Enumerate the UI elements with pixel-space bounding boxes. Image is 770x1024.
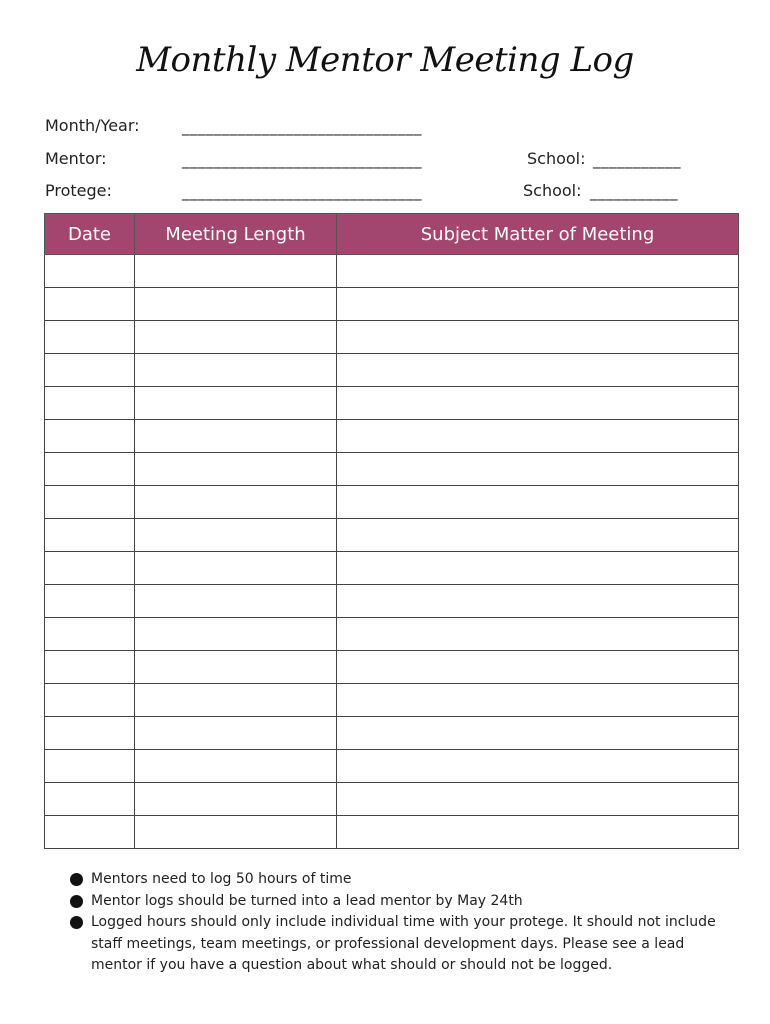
subject-matter-cell[interactable] [337,585,739,618]
subject-matter-cell[interactable] [337,486,739,519]
mentor-blank[interactable]: ______________________________ [182,151,422,169]
bullet-icon [70,873,83,886]
subject-matter-cell[interactable] [337,684,739,717]
subject-matter-cell[interactable] [337,552,739,585]
meeting-length-cell[interactable] [135,618,337,651]
table-row [45,387,739,420]
meeting-length-cell[interactable] [135,816,337,849]
protege-blank[interactable]: ______________________________ [182,183,422,201]
date-cell[interactable] [45,255,135,288]
note-text: Mentor logs should be turned into a lead mentor by May 24th [91,892,523,909]
date-column-header: Date [45,214,135,255]
date-cell[interactable] [45,420,135,453]
subject-matter-cell[interactable] [337,519,739,552]
subject-matter-column-header: Subject Matter of Meeting [337,214,739,255]
date-cell[interactable] [45,585,135,618]
date-cell[interactable] [45,717,135,750]
subject-matter-cell[interactable] [337,618,739,651]
table-row [45,321,739,354]
mentor-school-label: School: [527,149,586,168]
subject-matter-cell[interactable] [337,750,739,783]
meeting-length-cell[interactable] [135,486,337,519]
date-cell[interactable] [45,651,135,684]
subject-matter-cell[interactable] [337,453,739,486]
table-row [45,552,739,585]
date-cell[interactable] [45,387,135,420]
meeting-length-cell[interactable] [135,288,337,321]
date-cell[interactable] [45,321,135,354]
table-row [45,519,739,552]
table-row [45,420,739,453]
date-cell[interactable] [45,552,135,585]
date-cell[interactable] [45,750,135,783]
table-row [45,255,739,288]
table-row [45,750,739,783]
month-year-blank[interactable]: ______________________________ [182,118,422,136]
subject-matter-cell[interactable] [337,354,739,387]
meeting-length-column-header: Meeting Length [135,214,337,255]
subject-matter-cell[interactable] [337,717,739,750]
note-item [70,869,730,891]
subject-matter-cell[interactable] [337,651,739,684]
bullet-icon [70,895,83,908]
meeting-length-cell[interactable] [135,255,337,288]
date-cell[interactable] [45,453,135,486]
month-year-label: Month/Year: [45,116,140,135]
meeting-length-cell[interactable] [135,783,337,816]
page-title: Monthly Mentor Meeting Log [136,40,634,80]
table-row [45,618,739,651]
table-row [45,651,739,684]
subject-matter-cell[interactable] [337,321,739,354]
date-cell[interactable] [45,288,135,321]
meeting-length-cell[interactable] [135,387,337,420]
notes-list [70,869,730,977]
meeting-length-cell[interactable] [135,750,337,783]
date-cell[interactable] [45,486,135,519]
date-cell[interactable] [45,684,135,717]
meeting-length-cell[interactable] [135,684,337,717]
meeting-length-cell[interactable] [135,519,337,552]
table-header-row [45,214,739,255]
table-row [45,585,739,618]
protege-label: Protege: [45,181,112,200]
subject-matter-cell[interactable] [337,816,739,849]
note-text: Mentors need to log 50 hours of time [91,871,352,887]
meeting-length-cell[interactable] [135,651,337,684]
table-row [45,288,739,321]
date-cell[interactable] [45,519,135,552]
bullet-icon [70,916,83,929]
table-body [45,255,739,849]
note-item [70,912,730,977]
date-cell[interactable] [45,618,135,651]
table-row [45,717,739,750]
date-cell[interactable] [45,816,135,849]
subject-matter-cell[interactable] [337,783,739,816]
table-row [45,354,739,387]
note-item [70,891,730,913]
meeting-length-cell[interactable] [135,717,337,750]
meeting-length-cell[interactable] [135,453,337,486]
note-text: Logged hours should only include individual time with your protege. It should not include staff meetings, team meetings, or professional development days. Please see a lead mentor if you have a question about what should or should not be logged. [91,914,716,973]
protege-school-label: School: [523,181,582,200]
table-row [45,453,739,486]
date-cell[interactable] [45,783,135,816]
meeting-length-cell[interactable] [135,354,337,387]
mentor-school-blank[interactable]: ___________ [593,151,681,169]
mentor-label: Mentor: [45,149,107,168]
subject-matter-cell[interactable] [337,420,739,453]
date-cell[interactable] [45,354,135,387]
subject-matter-cell[interactable] [337,387,739,420]
protege-school-blank[interactable]: ___________ [590,183,678,201]
table-row [45,486,739,519]
table-row [45,783,739,816]
meeting-length-cell[interactable] [135,585,337,618]
subject-matter-cell[interactable] [337,255,739,288]
meeting-log-table [44,213,739,849]
meeting-length-cell[interactable] [135,552,337,585]
table-row [45,816,739,849]
meeting-length-cell[interactable] [135,321,337,354]
table-row [45,684,739,717]
subject-matter-cell[interactable] [337,288,739,321]
meeting-length-cell[interactable] [135,420,337,453]
